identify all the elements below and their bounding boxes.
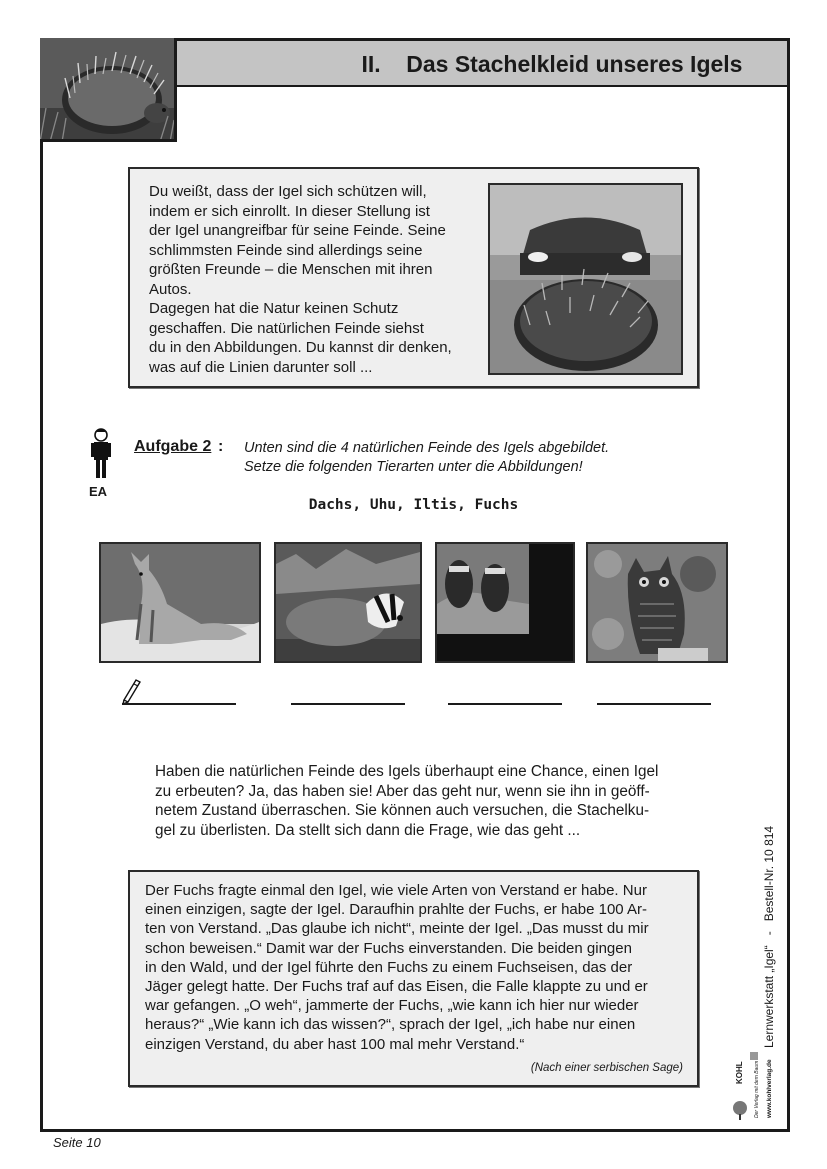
answer-line[interactable] [597, 703, 711, 705]
intro-line: du in den Abbildungen. Du kannst dir denken, [149, 339, 452, 356]
middle-line: zu erbeuten? Ja, das haben sie! Aber das geht nur, wenn sie ihn in geöff- [155, 782, 650, 800]
story-line: einen einzigen, sagte der Igel. Daraufhin prahlte der Fuchs, er habe 100 Ar- [145, 901, 647, 919]
middle-paragraph [155, 762, 690, 840]
fox-photo [99, 542, 261, 663]
pencil-icon [120, 676, 142, 704]
ea-badge: EA [89, 484, 108, 499]
story-line: ten von Verstand. „Das glaube ich nicht“, meinte der Igel. „Das musst du mir [145, 920, 649, 938]
publisher-name: KOHL [735, 1061, 744, 1084]
middle-line: netem Zustand überraschen. Sie können auch versuchen, die Stachelku- [155, 802, 650, 819]
publisher-url: www.kohlverlag.de [766, 1059, 773, 1118]
intro-line: schlimmsten Feinde sind allerdings seine [149, 241, 423, 259]
intro-line: Dagegen hat die Natur keinen Schutz [149, 300, 399, 317]
hedgehog-car-photo [488, 183, 683, 375]
story-source: (Nach einer serbischen Sage) [530, 1062, 683, 1074]
intro-box [128, 167, 699, 388]
page-title: II. Das Stachelkleid unseres Igels [361, 51, 743, 77]
intro-line: indem er sich einrollt. In dieser Stellung ist [149, 202, 430, 220]
hedgehog-header-photo [40, 38, 177, 142]
intro-line: was auf die Linien darunter soll ... [149, 358, 373, 376]
page-number: Seite 10 [53, 1135, 101, 1150]
story-box [128, 870, 699, 1087]
animal-word-list: Dachs, Uhu, Iltis, Fuchs [308, 497, 519, 513]
intro-line: geschaffen. Die natürlichen Feinde siehst [149, 319, 424, 337]
header-bar [177, 41, 787, 87]
intro-text [149, 182, 479, 377]
task-instruction-line: Unten sind die 4 natürlichen Feinde des Igels abgebildet. [244, 440, 610, 456]
polecat-photo [435, 542, 575, 663]
intro-line: größten Freunde – die Menschen mit ihren [149, 261, 433, 278]
badger-photo [274, 542, 422, 663]
middle-line: gel zu überlisten. Da stellt sich dann die Frage, wie das geht ... [155, 821, 581, 839]
task-colon: : [218, 438, 224, 455]
story-line: heraus?“ „Wie kann ich das wissen?“, sprach der Igel, „ich habe nur einen [145, 1016, 636, 1034]
intro-line: Du weißt, dass der Igel sich schützen will, [149, 183, 427, 200]
publisher-slogan: Der Verlag mit dem Baum [754, 1060, 760, 1118]
owl-photo [586, 542, 728, 663]
story-line: in den Wald, und der Igel führte den Fuchs zu einem Fuchseisen, das der [145, 958, 633, 976]
story-line: schon beweisen.“ Damit war der Fuchs einverstanden. Die beiden gingen [145, 939, 632, 957]
task-instruction-line: Setze die folgenden Tierarten unter die Abbildungen! [244, 459, 583, 475]
order-info-vertical: Lernwerkstatt „Igel“ - Bestell-Nr. 10 814 [762, 825, 776, 1048]
middle-line: Haben die natürlichen Feinde des Igels überhaupt eine Chance, einen Igel [155, 763, 659, 780]
intro-line: Autos. [149, 280, 192, 298]
task-label: Aufgabe 2 [134, 438, 212, 455]
intro-line: der Igel unangreifbar für seine Feinde. Seine [149, 222, 446, 239]
story-line: Der Fuchs fragte einmal den Igel, wie viele Arten von Verstand er habe. Nur [145, 882, 647, 899]
story-line: war gefangen. „O weh“, jammerte der Fuchs, „wie kann ich hier nur wieder [145, 997, 639, 1015]
answer-line[interactable] [291, 703, 405, 705]
story-text [145, 881, 690, 1054]
answer-line[interactable] [448, 703, 562, 705]
answer-line[interactable] [122, 703, 236, 705]
story-line: Jäger gelegt hatte. Der Fuchs traf auf das Eisen, die Falle klappte zu und er [145, 978, 648, 996]
publisher-logo [732, 1050, 784, 1120]
story-line: einzigen Verstand, du aber hast 100 mal mehr Verstand.“ [145, 1035, 525, 1053]
